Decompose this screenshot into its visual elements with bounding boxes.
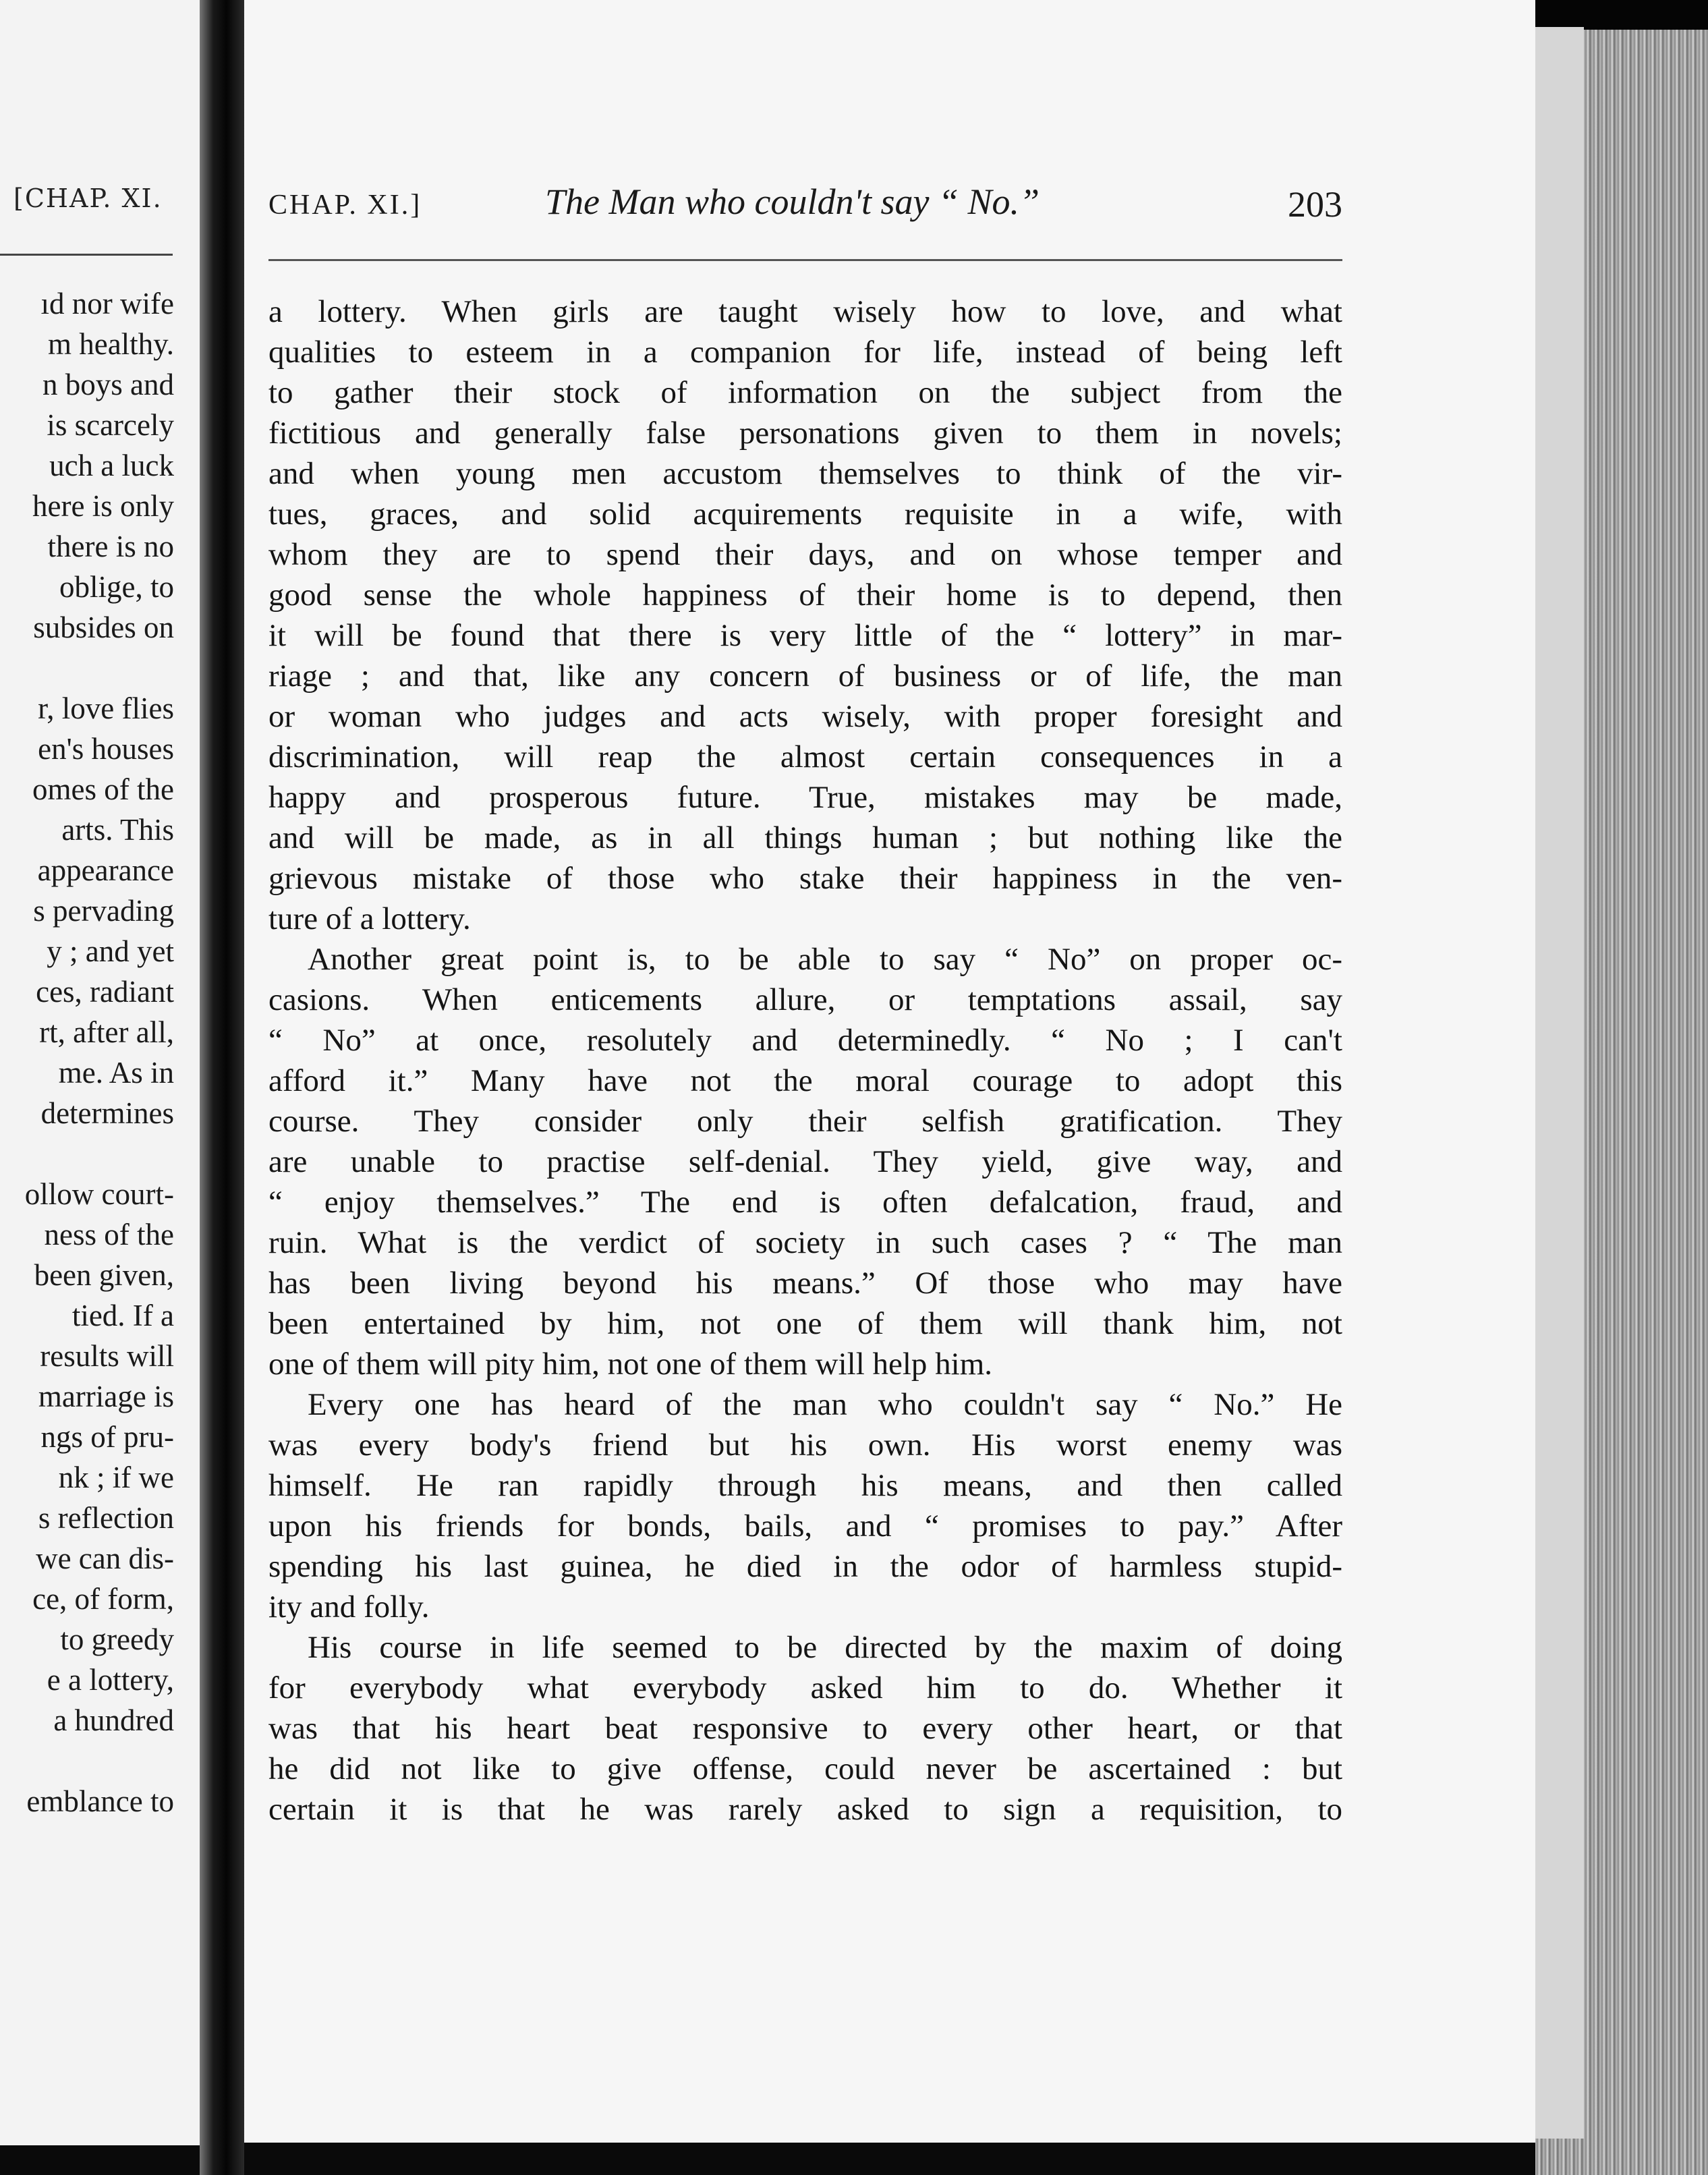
left-text-line: emblance to	[26, 1784, 174, 1818]
left-text-line: to greedy	[60, 1622, 174, 1656]
text-line: was every body's friend but his own. His worst enemy was	[268, 1428, 1342, 1463]
left-page-text	[25, 283, 174, 1821]
text-line: one of them will pity him, not one of them will help him.	[268, 1347, 993, 1382]
text-line: qualities to esteem in a companion for life, instead of being left	[268, 335, 1342, 370]
left-running-head: [CHAP. XI.	[13, 183, 163, 213]
left-text-line: is scarcely	[47, 408, 174, 442]
left-text-line: here is only	[32, 489, 174, 523]
left-text-line: ce, of form,	[32, 1582, 174, 1616]
book-spine-gutter	[200, 0, 244, 2175]
left-text-line: e a lottery,	[47, 1663, 174, 1697]
text-line: fictitious and generally false personations given to them in novels;	[268, 416, 1342, 451]
left-text-line: en's houses	[38, 732, 174, 766]
left-text-line: appearance	[37, 853, 174, 887]
left-text-line: omes of the	[32, 772, 174, 806]
text-line: riage ; and that, like any concern of business or of life, the man	[268, 658, 1342, 694]
left-text-line: ollow court-	[24, 1177, 174, 1211]
left-text-line: arts. This	[61, 813, 174, 847]
text-line: has been living beyond his means.” Of those who may have	[268, 1266, 1342, 1301]
left-text-line: s reflection	[38, 1501, 174, 1535]
text-line: ture of a lottery.	[268, 901, 471, 936]
left-text-line: s pervading	[33, 894, 174, 928]
text-line: “ enjoy themselves.” The end is often defalcation, fraud, and	[268, 1185, 1342, 1220]
text-line: course. They consider only their selfish gratification. They	[268, 1104, 1342, 1139]
left-text-line: determines	[40, 1096, 174, 1130]
left-text-line: me. As in	[58, 1056, 174, 1090]
text-line: for everybody what everybody asked him to do. Whether it	[268, 1670, 1342, 1705]
left-text-line: n boys and	[42, 368, 174, 401]
text-line: whom they are to spend their days, and on whose temper and	[268, 537, 1342, 572]
left-text-line: ngs of pru-	[40, 1420, 174, 1454]
left-text-line: ness of the	[44, 1218, 174, 1251]
text-line: happy and prosperous future. True, mistakes may be made,	[268, 780, 1342, 815]
left-text-line: uch a luck	[49, 449, 174, 482]
text-line: Every one has heard of the man who couldn't say “ No.” He	[308, 1387, 1342, 1422]
text-line: certain it is that he was rarely asked to sign a requisition, to	[268, 1792, 1342, 1827]
left-text-line: y ; and yet	[47, 934, 174, 968]
left-text-line	[25, 648, 174, 688]
left-text-line: rt, after all,	[39, 1015, 174, 1049]
text-line: Another great point is, to be able to say “ No” on proper oc-	[308, 942, 1342, 977]
left-text-line: ıd nor wife	[40, 287, 174, 320]
text-line: tues, graces, and solid acquirements requisite in a wife, with	[268, 497, 1342, 532]
chapter-title: The Man who couldn't say “ No.”	[545, 181, 1040, 222]
left-text-line: r, love flies	[38, 691, 174, 725]
text-line: to gather their stock of information on the subject from the	[268, 375, 1342, 410]
header-rule	[268, 259, 1342, 261]
left-text-line: m healthy.	[47, 327, 174, 361]
text-line: spending his last guinea, he died in the odor of harmless stupid-	[268, 1549, 1342, 1584]
text-line: discrimination, will reap the almost certain consequences in a	[268, 739, 1342, 774]
running-head	[268, 181, 1342, 235]
left-text-line: we can dis-	[36, 1542, 174, 1575]
text-line: ity and folly.	[268, 1589, 430, 1625]
left-text-line: oblige, to	[59, 570, 174, 604]
right-page	[244, 0, 1535, 2143]
text-line: are unable to practise self-denial. They yield, give way, and	[268, 1144, 1342, 1179]
text-line: ruin. What is the verdict of society in such cases ? “ The man	[268, 1225, 1342, 1260]
left-text-line: a hundred	[53, 1703, 174, 1737]
text-line: was that his heart beat responsive to every other heart, or that	[268, 1711, 1342, 1746]
left-text-line	[25, 1741, 174, 1781]
body-text	[268, 291, 1342, 1830]
chapter-label: CHAP. XI.]	[268, 190, 422, 221]
left-text-line: subsides on	[33, 611, 174, 644]
text-line: upon his friends for bonds, bails, and “ promises to pay.” After	[268, 1508, 1342, 1544]
left-text-line: tied. If a	[72, 1299, 174, 1332]
text-line: grievous mistake of those who stake their happiness in the ven-	[268, 861, 1342, 896]
text-line: His course in life seemed to be directed by the maxim of doing	[308, 1630, 1342, 1665]
text-line: and will be made, as in all things human ; but nothing like the	[268, 820, 1342, 855]
text-line: afford it.” Many have not the moral courage to adopt this	[268, 1063, 1342, 1098]
left-text-line	[25, 1133, 174, 1174]
left-header-rule	[0, 254, 173, 256]
page-number: 203	[1288, 184, 1342, 225]
text-line: it will be found that there is very little of the “ lottery” in mar-	[268, 618, 1342, 653]
left-text-line: results will	[40, 1339, 174, 1373]
text-line: or woman who judges and acts wisely, with proper foresight and	[268, 699, 1342, 734]
text-line: and when young men accustom themselves to think of the vir-	[268, 456, 1342, 491]
left-text-line: marriage is	[38, 1380, 174, 1413]
text-line: “ No” at once, resolutely and determinedly. “ No ; I can't	[268, 1023, 1342, 1058]
text-line: he did not like to give offense, could never be ascertained : but	[268, 1751, 1342, 1786]
text-line: himself. He ran rapidly through his means, and then called	[268, 1468, 1342, 1503]
left-text-line: nk ; if we	[58, 1461, 174, 1494]
text-line: been entertained by him, not one of them will thank him, not	[268, 1306, 1342, 1341]
text-line: a lottery. When girls are taught wisely how to love, and what	[268, 294, 1342, 329]
text-line: casions. When enticements allure, or temptations assail, say	[268, 982, 1342, 1017]
page-edges	[1535, 0, 1708, 2175]
text-line: good sense the whole happiness of their home is to depend, then	[268, 577, 1342, 613]
left-text-line: there is no	[47, 530, 174, 563]
left-text-line: been given,	[34, 1258, 174, 1292]
left-page	[0, 0, 200, 2145]
left-text-line: ces, radiant	[36, 975, 174, 1009]
